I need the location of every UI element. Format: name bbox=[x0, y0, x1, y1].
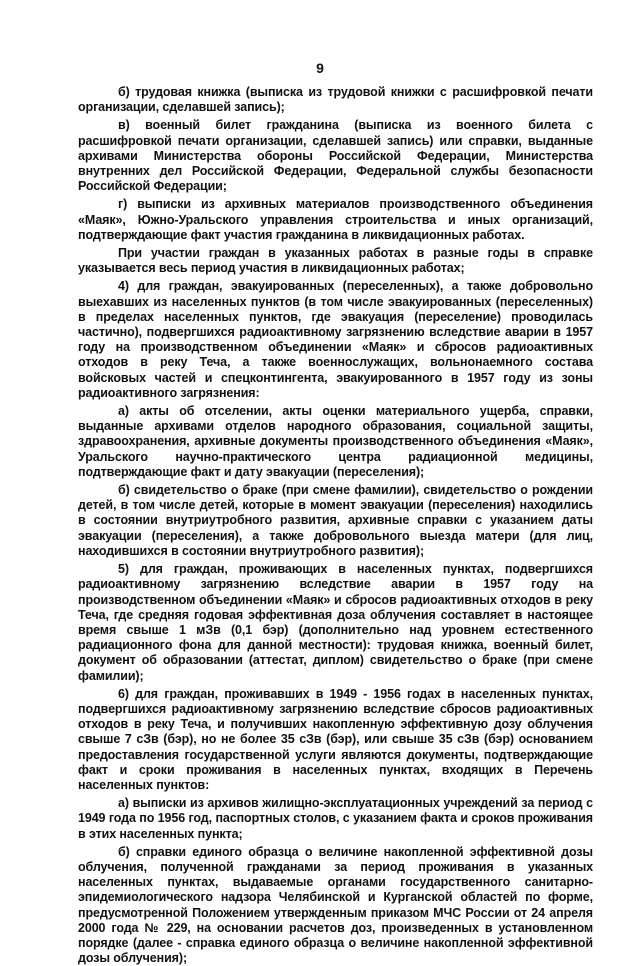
paragraph: г) выписки из архивных материалов производственного объединения «Маяк», Южно-Уральского управления строительства и иных организаций, подтверждающие факт участия гражданина в ликвидационных работах. bbox=[78, 197, 593, 242]
paragraph: б) трудовая книжка (выписка из трудовой книжки с расшифровкой печати организации, сделавшей запись); bbox=[78, 85, 593, 115]
paragraph: а) акты об отселении, акты оценки материального ущерба, справки, выданные архивами отделов народного образования, социальной защиты, здравоохранения, архивные документы производственного объединения «Маяк», Уральского научно-практического центра радиационной медицины, подтверждающие факт и дату эвакуации (переселения); bbox=[78, 404, 593, 479]
paragraph: 4) для граждан, эвакуированных (переселенных), а также добровольно выехавших из населенных пунктов (в том числе эвакуированных (переселенных) в пределах населенных пунктов, где эвакуация (переселение) проводилась частично), подвергшихся радиоактивному загрязнению вследствие аварии в 1957 году на производственном объединении «Маяк» и сбросов радиоактивных отходов в реку Теча, а также военнослужащих, вольнонаемного состава войсковых частей и спецконтингента, эвакуированного в 1957 году из зоны радиоактивного загрязнения: bbox=[78, 279, 593, 400]
paragraph: 6) для граждан, проживавших в 1949 - 1956 годах в населенных пунктах, подвергшихся радиоактивному загрязнению вследствие сбросов радиоактивных отходов в реку Теча, и получивших накопленную эффективную дозу облучения свыше 7 сЗв (бэр), но не более 35 сЗв (бэр), или свыше 35 сЗв (бэр) основанием предоставления государственной услуги являются документы, подтверждающие факт и сроки проживания в населенных пунктах, входящих в Перечень населенных пунктов: bbox=[78, 686, 593, 792]
paragraph: 5) для граждан, проживающих в населенных пунктах, подвергшихся радиоактивному загрязнению вследствие аварии в 1957 году на производственном объединении «Маяк» и сбросов радиоактивных отходов в реку Теча, где средняя годовая эффективная доза облучения составляет в настоящее время свыше 1 мЗв (0,1 бэр) (дополнительно над уровнем естественного радиационного фона для данной местности): трудовая книжка, военный билет, документ об образовании (аттестат, диплом) свидетельство о браке (при смене фамилии); bbox=[78, 562, 593, 683]
paragraph: б) справки единого образца о величине накопленной эффективной дозы облучения, полученной гражданами за период проживания в указанных населенных пунктах, выдаваемые органами государственного санитарно-эпидемиологического надзора Челябинской и Курганской областей по форме, предусмотренной Положением утвержденным приказом МЧС России от 24 апреля 2000 года № 229, на основании расчетов доз, произведенных в установленном порядке (далее - справка единого образца о величине накопленной эффективной дозы облучения); bbox=[78, 844, 593, 966]
paragraph: б) свидетельство о браке (при смене фамилии), свидетельство о рождении детей, в том числе детей, которые в момент эвакуации (переселения) находились в состоянии внутриутробного развития, архивные справки с указанием даты эвакуации (переселения), а также добровольного выезда матери (для лиц, находившихся в состоянии внутриутробного развития); bbox=[78, 483, 593, 558]
paragraph: а) выписки из архивов жилищно-эксплуатационных учреждений за период с 1949 года по 1956 год, паспортных столов, с указанием факта и сроков проживания в этих населенных пункта; bbox=[78, 796, 593, 841]
document-body bbox=[78, 85, 593, 966]
paragraph: При участии граждан в указанных работах в разные годы в справке указывается весь период участия в ликвидационных работах; bbox=[78, 246, 593, 276]
paragraph: в) военный билет гражданина (выписка из военного билета с расшифровкой печати организации, сделавшей запись) или справки, выданные архивами Министерства обороны Российской Федерации, Министерства внутренних дел Российской Федерации, Федеральной службы безопасности Российской Федерации; bbox=[78, 118, 593, 194]
page-number: 9 bbox=[316, 60, 324, 76]
